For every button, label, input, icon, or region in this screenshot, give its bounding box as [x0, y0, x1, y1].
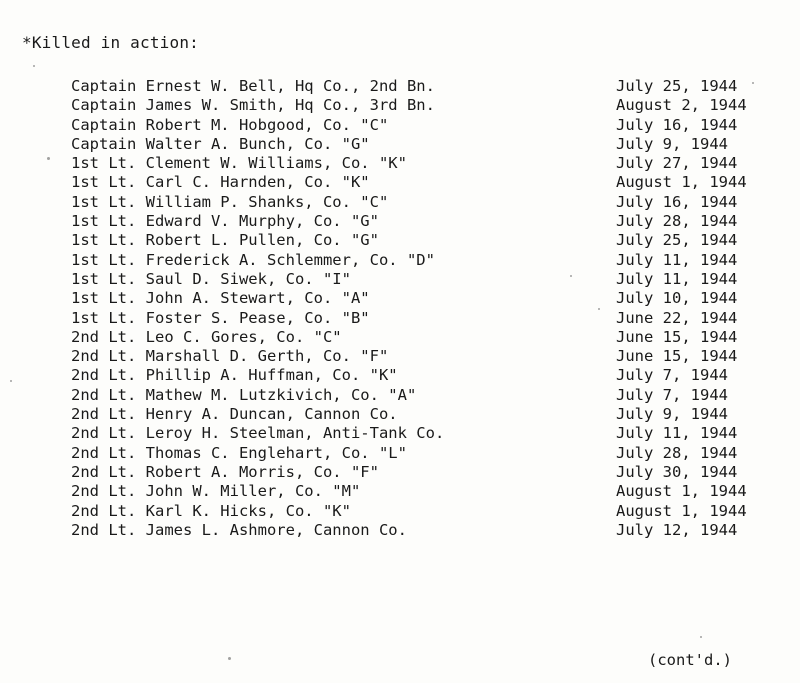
- list-item: [0, 405, 800, 424]
- section-heading: *Killed in action:: [22, 33, 199, 52]
- date-killed: July 16, 1944: [616, 192, 738, 211]
- officer-name: 1st Lt. Saul D. Siwek, Co. "I": [71, 269, 351, 288]
- officer-name: 2nd Lt. Phillip A. Huffman, Co. "K": [71, 366, 398, 385]
- date-killed: July 25, 1944: [616, 77, 738, 95]
- list-item: [0, 502, 800, 521]
- date-killed: July 28, 1944: [616, 443, 738, 462]
- list-item: [0, 231, 800, 250]
- list-item: [0, 77, 800, 96]
- list-item: [0, 289, 800, 308]
- date-killed: July 28, 1944: [616, 212, 738, 231]
- officer-name: 2nd Lt. John W. Miller, Co. "M": [71, 482, 361, 501]
- officer-name: 1st Lt. Carl C. Harnden, Co. "K": [71, 173, 370, 192]
- list-item: [0, 482, 800, 501]
- list-item: [0, 96, 800, 115]
- officer-name: 2nd Lt. Mathew M. Lutzkivich, Co. "A": [71, 385, 417, 404]
- list-item: [0, 173, 800, 192]
- scan-speck: [10, 380, 12, 382]
- list-item: [0, 521, 800, 540]
- list-item: [0, 463, 800, 482]
- officer-name: 2nd Lt. Thomas C. Englehart, Co. "L": [71, 443, 407, 462]
- date-killed: July 30, 1944: [616, 462, 738, 481]
- date-killed: July 7, 1944: [616, 385, 728, 404]
- officer-name: Captain James W. Smith, Hq Co., 3rd Bn.: [71, 96, 435, 115]
- officer-name: 1st Lt. Edward V. Murphy, Co. "G": [71, 212, 379, 231]
- date-killed: June 22, 1944: [616, 308, 738, 327]
- officer-name: 2nd Lt. Leroy H. Steelman, Anti-Tank Co.: [71, 424, 445, 443]
- date-killed: July 11, 1944: [616, 250, 738, 269]
- date-killed: July 11, 1944: [616, 269, 738, 288]
- continued-note: (cont'd.): [648, 651, 732, 669]
- list-item: [0, 270, 800, 289]
- officer-name: 2nd Lt. Karl K. Hicks, Co. "K": [71, 501, 351, 520]
- date-killed: July 16, 1944: [616, 115, 738, 134]
- date-killed: August 1, 1944: [616, 482, 747, 501]
- list-item: [0, 193, 800, 212]
- officer-name: 2nd Lt. Leo C. Gores, Co. "C": [71, 327, 342, 346]
- list-item: [0, 424, 800, 443]
- date-killed: July 27, 1944: [616, 154, 738, 173]
- officer-name: 1st Lt. John A. Stewart, Co. "A": [71, 289, 370, 308]
- officer-name: 1st Lt. Robert L. Pullen, Co. "G": [71, 231, 379, 250]
- list-item: [0, 386, 800, 405]
- date-killed: June 15, 1944: [616, 327, 738, 346]
- officer-name: 2nd Lt. James L. Ashmore, Cannon Co.: [71, 520, 407, 539]
- list-item: [0, 154, 800, 173]
- officer-name: 1st Lt. William P. Shanks, Co. "C": [71, 192, 389, 211]
- scan-speck: [570, 275, 572, 277]
- list-item: [0, 366, 800, 385]
- casualty-list: [0, 77, 800, 540]
- date-killed: August 1, 1944: [616, 501, 747, 520]
- list-item: [0, 135, 800, 154]
- date-killed: July 12, 1944: [616, 520, 738, 539]
- date-killed: June 15, 1944: [616, 347, 738, 366]
- officer-name: 2nd Lt. Marshall D. Gerth, Co. "F": [71, 347, 389, 366]
- officer-name: Captain Robert M. Hobgood, Co. "C": [71, 115, 389, 134]
- date-killed: July 7, 1944: [616, 366, 728, 385]
- date-killed: July 9, 1944: [616, 134, 728, 153]
- list-item: [0, 309, 800, 328]
- list-item: [0, 116, 800, 135]
- date-killed: August 1, 1944: [616, 173, 747, 192]
- scan-speck: [752, 82, 754, 84]
- scan-speck: [47, 157, 50, 160]
- date-killed: August 2, 1944: [616, 96, 747, 115]
- officer-name: 2nd Lt. Robert A. Morris, Co. "F": [71, 462, 379, 481]
- date-killed: July 11, 1944: [616, 424, 738, 443]
- scan-speck: [598, 308, 600, 310]
- scan-speck: [33, 65, 35, 67]
- officer-name: 2nd Lt. Henry A. Duncan, Cannon Co.: [71, 405, 398, 424]
- date-killed: July 10, 1944: [616, 289, 738, 308]
- date-killed: July 25, 1944: [616, 231, 738, 250]
- officer-name: 1st Lt. Clement W. Williams, Co. "K": [71, 154, 407, 173]
- officer-name: Captain Walter A. Bunch, Co. "G": [71, 134, 370, 153]
- officer-name: Captain Ernest W. Bell, Hq Co., 2nd Bn.: [71, 77, 435, 95]
- list-item: [0, 212, 800, 231]
- scan-speck: [228, 657, 231, 660]
- officer-name: 1st Lt. Frederick A. Schlemmer, Co. "D": [71, 250, 435, 269]
- list-item: [0, 328, 800, 347]
- list-item: [0, 347, 800, 366]
- date-killed: July 9, 1944: [616, 405, 728, 424]
- list-item: [0, 251, 800, 270]
- list-item: [0, 444, 800, 463]
- officer-name: 1st Lt. Foster S. Pease, Co. "B": [71, 308, 370, 327]
- scan-speck: [700, 636, 702, 638]
